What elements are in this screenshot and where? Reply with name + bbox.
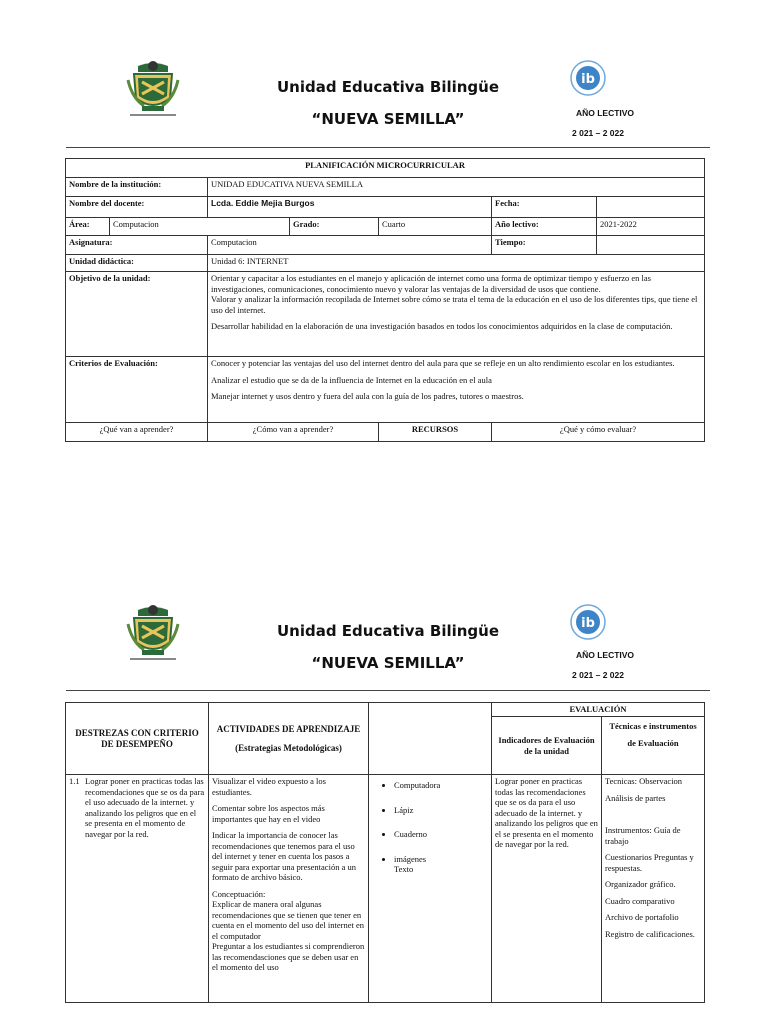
year-label-2: AÑO LECTIVO [575, 650, 635, 660]
grade-label: Grado: [290, 218, 379, 236]
techniques-header: Técnicas e instrumentos de Evaluación [602, 717, 705, 775]
resources-list [372, 780, 488, 875]
skill-text: Lograr poner en practicas todas las recomendaciones que se os da para el uso adecuado de la internet. y analizando los peligros que en el se presenta en el momento de navegar por la red. [85, 776, 205, 839]
date-label: Fecha: [492, 197, 597, 218]
resources-header: RECURSOS [379, 423, 492, 442]
planning-title: PLANIFICACIÓN MICROCURRICULAR [66, 159, 705, 178]
institution-label: Nombre de la institución: [66, 178, 208, 197]
resource-item: • Cuaderno [394, 829, 488, 840]
resource-item [394, 854, 488, 875]
technique-6: Cuadro comparativo [605, 895, 675, 906]
activity-4b: Preguntar a los estudiantes si comprendieron las recomendasciones que se deben usar en el momento del uso [212, 941, 365, 972]
year-label: AÑO LECTIVO [575, 108, 635, 118]
activity-4-title: Conceptuación: [212, 888, 266, 899]
date-value [597, 197, 705, 218]
school-crest-logo [124, 58, 182, 120]
school-year-label: Año lectivo: [492, 218, 597, 236]
technique-1: Tecnicas: Observacion [605, 776, 683, 786]
ib-logo-2 [570, 604, 606, 640]
svg-text:ib: ib [581, 616, 595, 631]
objective-paragraph-2: Valorar y analizar la información recopilada de Internet sobre cómo se trata el tema de la educación en el uso de los diferentes tips, que tiene el uso del internet. [211, 294, 698, 315]
objective-paragraph-1: Orientar y capacitar a los estudiantes en el manejo y aplicación de internet como una forma de optimizar tiempo y esfuerzo en las investigaciones, comunicaciones, conocimiento nuevo y valorar las ventajas de la diversidad de usos que contiene. [211, 273, 651, 294]
criteria-value [208, 357, 705, 423]
skills-header: DESTREZAS CON CRITERIO DE DESEMPEÑO [66, 703, 209, 775]
techniques-cell [602, 775, 705, 1003]
criteria-paragraph-2: Analizar el estudio que se da de la influencia de Internet en la educación en el aula [211, 374, 492, 385]
question-what: ¿Qué van a aprender? [66, 423, 208, 442]
institution-value: UNIDAD EDUCATIVA NUEVA SEMILLA [208, 178, 705, 197]
activity-4a: Explicar de manera oral algunas recomendaciones que se tienen que tener en cuenta en el momento del uso del internet en el computador [212, 899, 365, 941]
technique-7: Archivo de portafolio [605, 912, 679, 922]
area-value: Computacion [110, 218, 290, 236]
skill-number: 1.1 [69, 776, 80, 786]
question-how: ¿Cómo van a aprender? [208, 423, 379, 442]
time-value [597, 236, 705, 255]
technique-5: Organizador gráfico. [605, 879, 676, 889]
activities-cell [209, 775, 369, 1003]
activities-title: ACTIVIDADES DE APRENDIZAJE [216, 724, 361, 734]
activities-subtitle: (Estrategias Metodológicas) [235, 742, 342, 753]
teacher-label: Nombre del docente: [66, 197, 208, 218]
school-name-2: Unidad Educativa Bilingüe [276, 622, 500, 640]
activity-1: Visualizar el video expuesto a los estudiantes. [212, 776, 326, 797]
objective-paragraph-3: Desarrollar habilidad en la elaboración de una investigación basados en todos los conocimientos adquiridos en la clase de computación. [211, 321, 673, 331]
svg-text:ib: ib [581, 72, 595, 87]
header-divider [66, 147, 710, 148]
technique-3: Instrumentos: Guía de trabajo [605, 825, 681, 846]
year-value: 2 021 – 2 022 [572, 128, 624, 138]
year-value-2: 2 021 – 2 022 [572, 670, 624, 680]
skill-cell [66, 775, 209, 1003]
grade-value: Cuarto [379, 218, 492, 236]
subject-label: Asignatura: [66, 236, 208, 255]
question-evaluate: ¿Qué y cómo evaluar? [492, 423, 705, 442]
activity-2: Comentar sobre los aspectos más importantes que hay en el video [212, 803, 325, 824]
school-brand: “NUEVA SEMILLA” [311, 110, 465, 128]
indicators-header: Indicadores de Evaluación de la unidad [492, 717, 602, 775]
technique-4: Cuestionarios Preguntas y respuestas. [605, 852, 694, 873]
time-label: Tiempo: [492, 236, 597, 255]
objective-value [208, 272, 705, 357]
ib-logo [570, 60, 606, 96]
planning-table [65, 158, 705, 442]
indicator-cell: Lograr poner en practicas todas las recomendaciones que se os da para el uso adecuado de la internet. y analizando los peligros que en el se presenta en el momento de navegar por la red. [492, 775, 602, 1003]
technique-8: Registro de calificaciones. [605, 928, 695, 939]
unit-label: Unidad didáctica: [66, 255, 208, 272]
teacher-value: Lcda. Eddie Mejia Burgos [208, 197, 492, 218]
criteria-paragraph-1: Conocer y potenciar las ventajas del uso del internet dentro del aula para que se refleje en un alto rendimiento escolar en los estudiantes. [211, 358, 675, 368]
resource-item: • Computadora [394, 780, 488, 791]
resource-item-text: imágenes [394, 853, 427, 864]
criteria-paragraph-3: Manejar internet y usos dentro y fuera del aula con la guía de los padres, tutores o maestros. [211, 391, 524, 401]
technique-2: Análisis de partes [605, 792, 666, 803]
resource-extra: Texto [394, 864, 414, 874]
school-year-value: 2021-2022 [597, 218, 705, 236]
school-brand-2: “NUEVA SEMILLA” [311, 654, 465, 672]
objective-label: Objetivo de la unidad: [66, 272, 208, 357]
activities-header [209, 703, 369, 775]
resources-header-blank [369, 703, 492, 775]
resources-cell [369, 775, 492, 1003]
area-label: Área: [66, 218, 110, 236]
school-name: Unidad Educativa Bilingüe [276, 78, 500, 96]
activities-table [65, 702, 705, 1003]
criteria-label: Criterios de Evaluación: [66, 357, 208, 423]
activity-3: Indicar la importancia de conocer las recomendaciones que tenemos para el uso del internet y tener en cuenta los pasos a seguir para exportar una presentación a un formato de archivo básico. [212, 830, 356, 882]
subject-value: Computacion [208, 236, 492, 255]
header-divider-2 [66, 690, 710, 691]
school-crest-logo-2 [124, 602, 182, 664]
resource-item: • Lápiz [394, 805, 488, 816]
evaluation-header: EVALUACIÓN [492, 703, 705, 717]
unit-value: Unidad 6: INTERNET [208, 255, 705, 272]
